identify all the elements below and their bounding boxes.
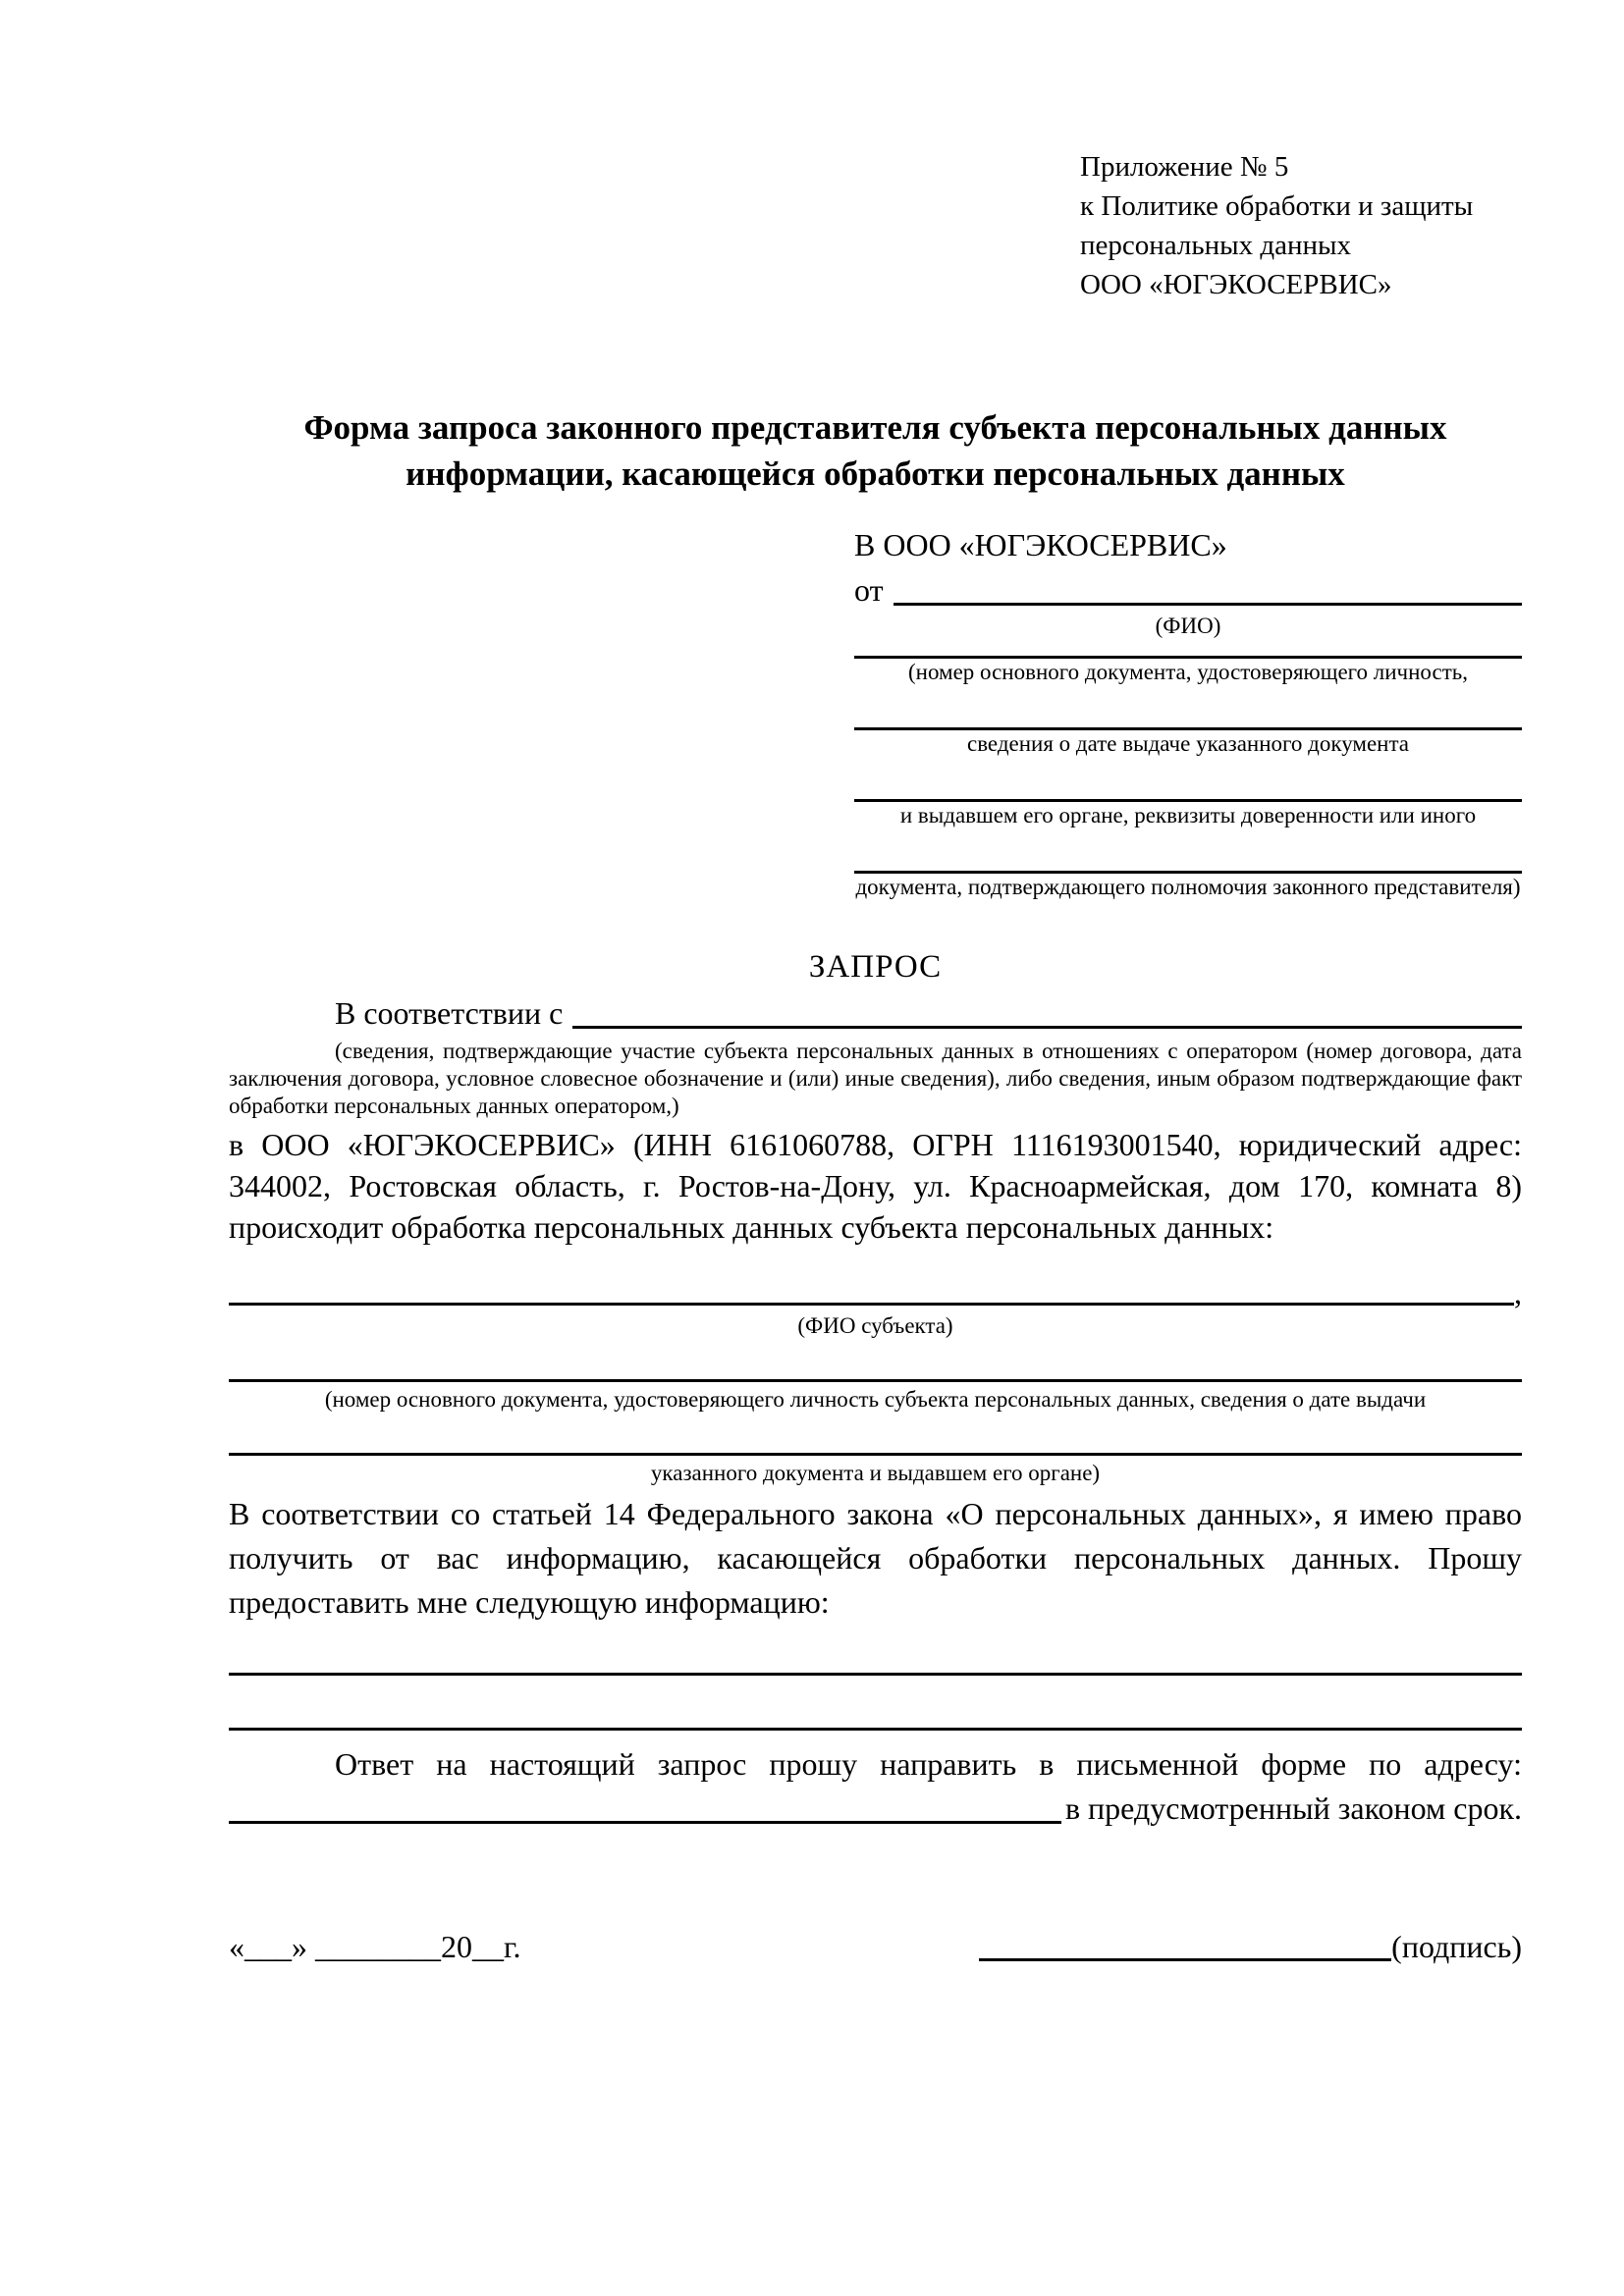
intro-row: [229, 990, 1522, 1036]
issue-date-blank-field[interactable]: [854, 685, 1522, 730]
answer-paragraph: Ответ на настоящий запрос прошу направить в письменной форме по адресу:: [335, 1746, 1522, 1782]
basis-blank-field[interactable]: [572, 1026, 1522, 1029]
issuing-authority-caption: и выдавшем его органе, реквизиты доверенности или иного: [899, 803, 1477, 828]
issuing-authority-field-group: [854, 757, 1522, 828]
appendix-header-line-4: ООО «ЮГЭКОСЕРВИС»: [1080, 269, 1392, 300]
subject-doc-field-group-1: [229, 1339, 1522, 1413]
addressee-block: [854, 522, 1522, 900]
date-blank-text[interactable]: «___» ________20__г.: [229, 1929, 521, 1964]
appendix-header-line-3: персональных данных: [1080, 230, 1352, 261]
from-label: от: [854, 572, 884, 608]
intro-label: В соответствии с: [335, 995, 564, 1031]
document-title-line-1: Форма запроса законного представителя субъекта персональных данных: [303, 408, 1447, 447]
info-blank-field-2[interactable]: [229, 1676, 1522, 1731]
date-signature-row: [229, 1925, 1522, 1968]
doc-number-caption: (номер основного документа, удостоверяющего личность,: [907, 660, 1468, 684]
issue-date-field-group: [854, 685, 1522, 757]
law-paragraph: В соответствии со статьей 14 Федерального закона «О персональных данных», я имею право получить от вас информацию, касающейся обработки персональных данных. Прошу предоставить мне следующую информацию:: [229, 1496, 1522, 1620]
issuing-authority-blank-field[interactable]: [854, 757, 1522, 802]
subject-doc-blank-field-2[interactable]: [229, 1413, 1522, 1456]
info-blank-field-1[interactable]: [229, 1625, 1522, 1676]
issue-date-caption: сведения о дате выдаче указанного документа: [966, 731, 1410, 756]
appendix-header-line-1: Приложение № 5: [1080, 151, 1289, 183]
subject-fio-caption: (ФИО субъекта): [797, 1313, 953, 1338]
document-title-line-2: информации, касающейся обработки персональных данных: [406, 454, 1345, 493]
subject-fio-blank-field[interactable]: [229, 1303, 1514, 1306]
fio-caption: (ФИО): [1155, 614, 1221, 638]
operator-paragraph: в ООО «ЮГЭКОСЕРВИС» (ИНН 6161060788, ОГРН 1116193001540, юридический адрес: 344002, Ростовская область, г. Ростов-на-Дону, ул. Красноармейская, дом 170, комната 8) происходит обработка персональных данных субъекта персональных данных:: [229, 1127, 1522, 1245]
subject-doc-caption-2: указанного документа и выдавшем его органе): [650, 1461, 1101, 1485]
subject-doc-field-group-2: [229, 1413, 1522, 1486]
from-row: [854, 567, 1522, 613]
authority-doc-blank-field[interactable]: [854, 828, 1522, 874]
signature-blank-field[interactable]: [979, 1958, 1391, 1961]
answer-address-blank-field[interactable]: [229, 1821, 1061, 1824]
subject-fio-comma: ,: [1514, 1275, 1522, 1310]
doc-number-field-group: [854, 639, 1522, 685]
signature-group: [979, 1925, 1522, 1968]
addressee-company: В ООО «ЮГЭКОСЕРВИС»: [854, 527, 1227, 562]
signature-caption: (подпись): [1391, 1929, 1522, 1964]
subject-doc-caption-1: (номер основного документа, удостоверяющего личность субъекта персональных данных, сведения о дате выдачи: [324, 1387, 1427, 1412]
subject-fio-row: [229, 1273, 1522, 1312]
answer-tail-text: в предусмотренный законом срок.: [1064, 1790, 1522, 1826]
doc-number-blank-field[interactable]: [854, 639, 1522, 659]
request-heading: ЗАПРОС: [808, 949, 943, 985]
authority-doc-caption: документа, подтверждающего полномочия законного представителя): [855, 875, 1521, 899]
authority-doc-field-group: [854, 828, 1522, 900]
from-name-blank-field[interactable]: [893, 603, 1522, 606]
basis-fine-print: (сведения, подтверждающие участие субъекта персональных данных в отношениях с оператором (номер договора, дата заключения договора, условное словесное обозначение и (или) иные сведения), либо сведения, иным образом подтверждающие факт обработки персональных данных оператором,): [229, 1039, 1522, 1118]
answer-address-row: [229, 1787, 1522, 1831]
subject-doc-blank-field-1[interactable]: [229, 1339, 1522, 1382]
appendix-header-line-2: к Политике обработки и защиты: [1080, 190, 1474, 222]
document-title: [229, 404, 1522, 497]
appendix-header: [1080, 147, 1522, 304]
